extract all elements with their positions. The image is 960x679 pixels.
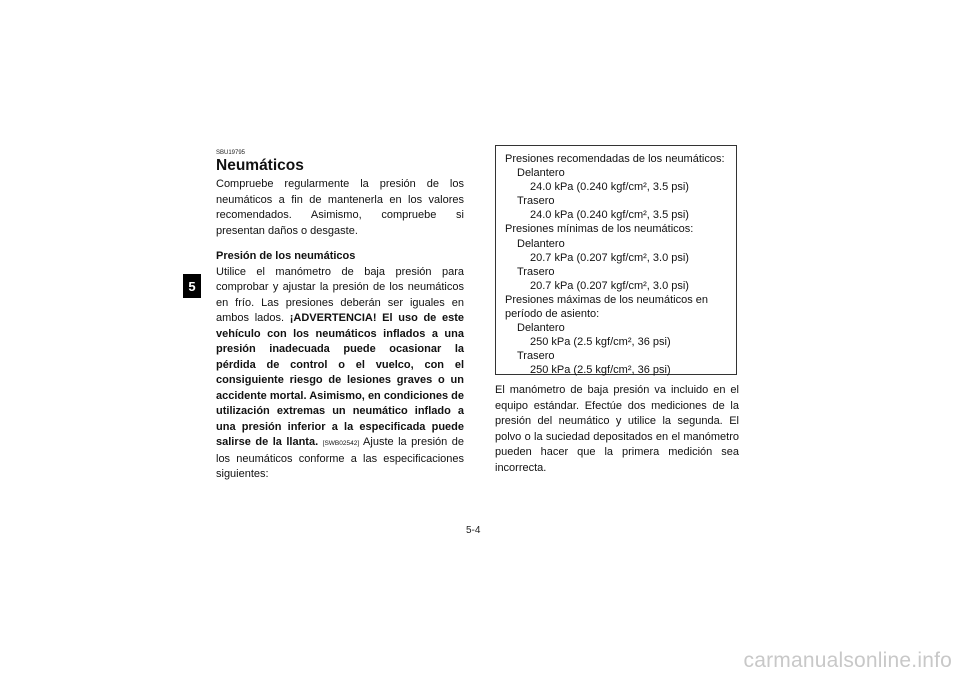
pressure-instructions: Utilice el manómetro de baja presión para comprobar y ajustar la presión de los neumáticos en frío. Las presiones deberán ser iguales en ambos lados.	[216, 265, 464, 324]
recommended-front-label: Delantero	[517, 167, 565, 180]
minimum-rear-value: 20.7 kPa (0.207 kgf/cm², 3.0 psi)	[530, 279, 689, 292]
maximum-rear-value: 250 kPa (2.5 kgf/cm², 36 psi)	[530, 364, 671, 377]
gauge-note: El manómetro de baja presión va incluido en el equipo estándar. Efectúe dos mediciones de la presión del neumático y utilice la segunda. El polvo o la suciedad depositados en el manómetro pueden hacer que la primera medición sea incorrecta.	[495, 384, 739, 474]
minimum-rear-label: Trasero	[517, 265, 555, 278]
chapter-number: 5	[188, 278, 196, 294]
recommended-front-value: 24.0 kPa (0.240 kgf/cm², 3.5 psi)	[530, 181, 689, 194]
minimum-front-value: 20.7 kPa (0.207 kgf/cm², 3.0 psi)	[530, 251, 689, 264]
watermark: carmanualsonline.info	[743, 649, 952, 672]
chapter-tab	[183, 274, 201, 298]
minimum-title: Presiones mínimas de los neumáticos:	[505, 223, 694, 236]
warning-text: ¡ADVERTENCIA! El uso de este vehículo con los neumáticos inflados a una presión inadecuada puede ocasionar la pérdida de control o el vuelco, con el consiguiente riesgo de lesiones graves o un accidente mortal. Asimismo, en condiciones de utilización extremas un neumático inflado a una presión inferior a la especificada puede salirse de la llanta.	[216, 312, 464, 448]
closing-text: Ajuste la presión de los neumáticos conforme a las especificaciones siguientes:	[216, 436, 464, 480]
maximum-rear-label: Trasero	[517, 350, 555, 363]
intro-paragraph: Compruebe regularmente la presión de los neumáticos a fin de mantenerla en los valores recomendados. Asimismo, compruebe si presentan daños o desgaste.	[216, 178, 464, 237]
maximum-front-label: Delantero	[517, 322, 565, 335]
warning-reference: [SWB02542]	[322, 440, 360, 447]
maximum-title-line2: período de asiento:	[505, 308, 600, 321]
section-title: Neumáticos	[216, 157, 304, 174]
tire-section	[216, 150, 464, 483]
maximum-title-line1: Presiones máximas de los neumáticos en	[505, 293, 708, 306]
recommended-title: Presiones recomendadas de los neumáticos:	[505, 153, 725, 165]
pressure-spec-box	[495, 145, 737, 375]
pressure-paragraph	[216, 265, 464, 483]
recommended-rear-label: Trasero	[517, 195, 555, 208]
minimum-front-label: Delantero	[517, 237, 565, 250]
section-code: SBU19795	[216, 150, 246, 156]
pressure-subheading: Presión de los neumáticos	[216, 250, 356, 262]
page-number: 5-4	[466, 525, 481, 536]
maximum-front-value: 250 kPa (2.5 kgf/cm², 36 psi)	[530, 336, 671, 349]
recommended-rear-value: 24.0 kPa (0.240 kgf/cm², 3.5 psi)	[530, 209, 689, 222]
